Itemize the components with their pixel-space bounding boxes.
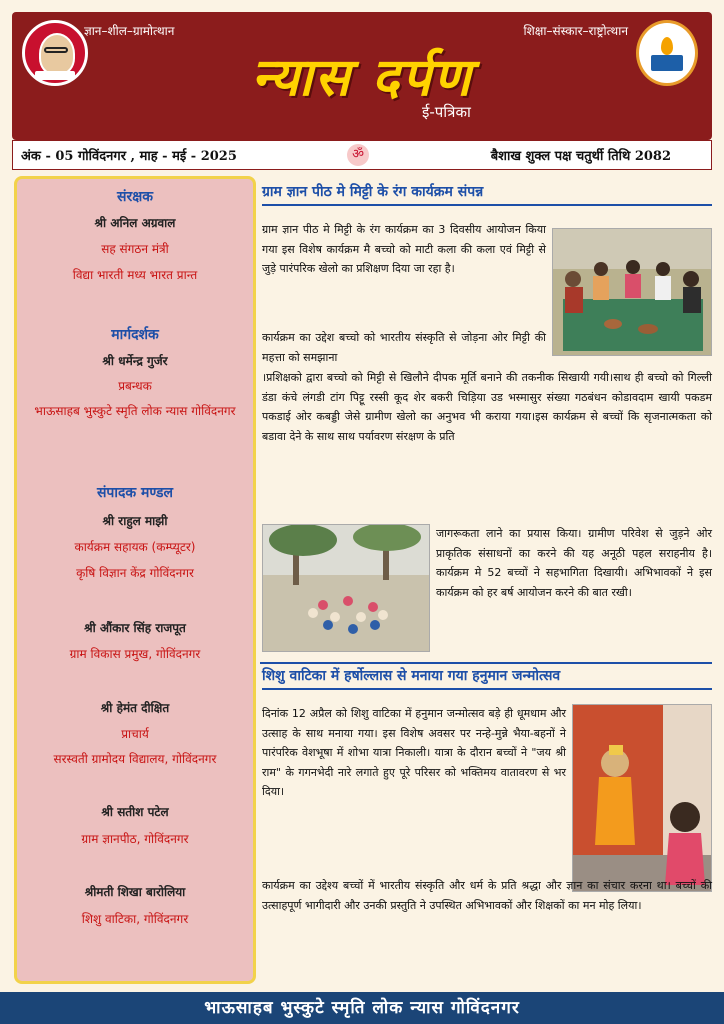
section-divider xyxy=(260,662,712,664)
footer-text: भाऊसाहब भुस्कुटे स्मृति लोक न्यास गोविंदनगर xyxy=(204,998,520,1018)
person-name: श्री औंकार सिंह राजपूत xyxy=(84,621,186,635)
motto-left: ज्ञान–शील–ग्रामोत्थान xyxy=(84,24,175,38)
person-role: सह संगठन मंत्री xyxy=(101,242,169,256)
issue-number-date: अंक - 05 गोविंदनगर , माह - मई - 2025 xyxy=(21,149,237,164)
person-name: श्री धर्मेन्द्र गुर्जर xyxy=(102,354,168,368)
person-role: भाऊसाहब भुस्कुटे स्मृति लोक न्यास गोविंदनगर xyxy=(34,404,236,418)
main-content xyxy=(262,176,712,984)
article-paragraph: जागरूकता लाने का प्रयास किया। ग्रामीण परिवेश से जुड़ने ओर प्राकृतिक संसाधनों का करने की यह अनूठी पहल सराहनीय है। कार्यक्रम मे 52 बच्चों ने सहभागिता दिखायी। अभिभावकों ने इस कार्यक्रम को हर बर्ष आयोजन करने की बात रखी। xyxy=(436,527,712,599)
magazine-subtitle: ई-पत्रिका xyxy=(422,103,471,121)
article-paragraph: कार्यक्रम का उद्देश्य बच्चों में भारतीय संस्कृति और धर्म के प्रति श्रद्धा और ज्ञान का संचार करना था। बच्चों की उत्साहपूर्ण भागीदारी और उनकी प्रस्तुति ने उपस्थित अभिभावकों और शिक्षकों का मन मोह लिया। xyxy=(262,879,712,912)
person-role: ग्राम ज्ञानपीठ, गोविंदनगर xyxy=(81,832,189,846)
masthead xyxy=(12,12,712,140)
person-role: सरस्वती ग्रामोदय विद्यालय, गोविंदनगर xyxy=(53,752,217,766)
person-role: प्राचार्य xyxy=(121,727,149,741)
hanuman-costume-photo xyxy=(572,704,712,892)
person-role: कार्यक्रम सहायक (कम्प्यूटर) xyxy=(74,540,196,554)
article-title: ग्राम ज्ञान पीठ मे मिट्टी के रंग कार्यक्रम संपन्न xyxy=(262,182,712,206)
mentor-section xyxy=(17,325,253,419)
hindu-calendar-date: बैशाख शुक्ल पक्ष चतुर्थी तिथि 2082 xyxy=(490,149,671,164)
editor-entry xyxy=(17,699,253,767)
person-role: शिशु वाटिका, गोविंदनगर xyxy=(81,912,189,926)
footer-banner xyxy=(0,992,724,1024)
person-name: श्री अनिल अग्रवाल xyxy=(94,216,176,230)
person-role: कृषि विज्ञान केंद्र गोविंदनगर xyxy=(76,566,194,580)
editor-entry xyxy=(17,883,253,927)
person-name: श्री हेमंत दीक्षित xyxy=(100,701,170,715)
om-symbol-icon: ॐ xyxy=(347,144,369,166)
person-role: ग्राम विकास प्रमुख, गोविंदनगर xyxy=(69,647,201,661)
person-role: प्रबन्धक xyxy=(118,379,152,393)
article-paragraph: ।प्रशिक्षको द्वारा बच्चो को मिट्टी से खिलौने दीपक मूर्ति बनाने की तकनीक सिखायी गयी।साथ ही बच्चो को गिल्ली डंडा कंचे लंगडी टांग पिट्टू रस्सी कूद शेर बकरी चिड़िया उड भस्मासुर संख्या गठबंधन कोडावदाम खायी पकडम पकडाई ओर कबड्डी जेसे ग्रामीण खेलो का अनुभव भी कराया गया।इस कार्यक्रम से बच्चों कि सृजनात्मकता को बडावा देने के साथ साथ पर्यावरण संरक्षण के प्रति xyxy=(262,371,712,443)
editor-entry xyxy=(17,803,253,847)
patron-section xyxy=(17,187,253,283)
village-games-photo xyxy=(262,524,430,652)
section-heading: संपादक मण्डल xyxy=(96,485,174,501)
editorial-sidebar xyxy=(14,176,256,984)
motto-right: शिक्षा–संस्कार–राष्ट्रोत्थान xyxy=(523,24,628,38)
section-heading: संरक्षक xyxy=(117,189,153,205)
person-name: श्री सतीश पटेल xyxy=(101,805,169,819)
clay-workshop-photo xyxy=(552,228,712,356)
article-paragraph: दिनांक 12 अप्रैल को शिशु वाटिका में हनुमान जन्मोत्सव बड़े ही धूमधाम और उत्साह के साथ मनाया गया। इस विशेष अवसर पर नन्हे-मुन्ने भैया-बहनों ने पारंपरिक वेशभूषा में शोभा यात्रा निकाली। यात्रा के दौरान बच्चों ने "जय श्री राम" के गगनभेदी नारे लगाते हुए पूरे परिसर को भक्तिमय वातावरण से भर दिया। xyxy=(262,707,566,798)
issue-info-bar xyxy=(12,140,712,170)
person-name: श्री राहुल माझी xyxy=(102,514,168,528)
person-name: श्रीमती शिखा बारोलिया xyxy=(84,885,186,899)
section-heading: मार्गदर्शक xyxy=(111,327,159,343)
person-role: विद्या भारती मध्य भारत प्रान्त xyxy=(72,268,198,282)
editor-entry xyxy=(17,619,253,662)
article-title: शिशु वाटिका में हर्षोल्लास से मनाया गया हनुमान जन्मोत्सव xyxy=(262,666,712,690)
magazine-title: न्यास दर्पण xyxy=(251,48,473,108)
article-paragraph: कार्यक्रम का उद्देश बच्चो को भारतीय संस्कृति से जोड़ना ओर मिट्टी की महत्ता को समझाना xyxy=(262,331,546,364)
article-paragraph: ग्राम ज्ञान पीठ मे मिट्टी के रंग कार्यक्रम का 3 दिवसीय आयोजन किया गया इस विशेष कार्यक्रम मै बच्चो को माटी कला की कला एवं मिट्टी से जुड़े पारंपरिक खेलो का प्रशिक्षण दिया जा रहा है। xyxy=(262,223,546,275)
editorial-board-section xyxy=(17,483,253,581)
